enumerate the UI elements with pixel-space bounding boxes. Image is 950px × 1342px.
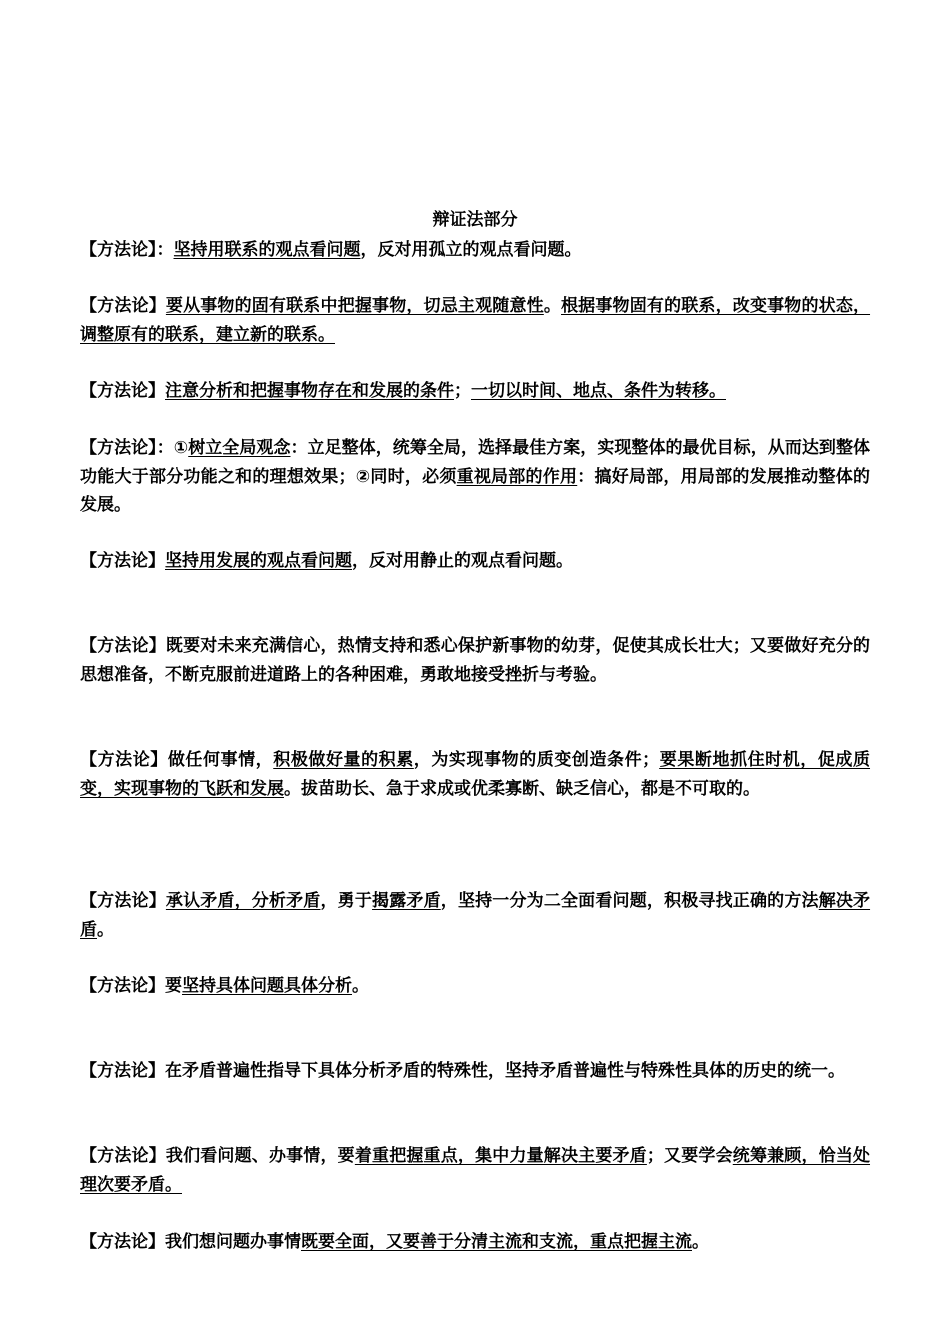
paragraph-text: 【方法论】: [80, 551, 165, 571]
methodology-paragraph: [80, 434, 870, 520]
paragraph-text: 。: [692, 1232, 709, 1252]
paragraph-text: 【方法论】：: [80, 240, 174, 260]
methodology-paragraph: [80, 746, 870, 803]
underlined-text: 积极做好量的积累: [273, 750, 414, 770]
methodology-paragraph: [80, 632, 870, 689]
underlined-text: 统筹兼顾，恰当处理次要矛盾。: [80, 1146, 871, 1195]
paragraph-text: 【方法论】: [80, 381, 165, 401]
paragraph-text: 。拔苗助长、急于求成或优柔寡断、缺乏信心，都是不可取的。: [284, 778, 760, 799]
paragraph-text: ，反对用静止的观点看问题。: [352, 551, 573, 571]
methodology-paragraph: [80, 1142, 870, 1199]
paragraph-text: 【方法论】在矛盾普遍性指导下具体分析矛盾的特殊性，坚持矛盾普遍性与特殊性具体的历史的统一。: [80, 1061, 845, 1081]
paragraph-text: ：立足整体，统筹全局，选择最佳方案，实现整体的最优目标，从而达到整体功能大于部分功能之和的理想效果；②同时，必须: [80, 438, 871, 487]
underlined-text: 坚持用联系的观点看问题: [173, 240, 361, 260]
underlined-text: 坚持具体问题具体分析: [182, 976, 352, 996]
paragraph-text: 【方法论】既要对未来充满信心，热情支持和悉心保护新事物的幼芽，促使其成长壮大；又要做好充分的思想准备，不断克服前进道路上的各种困难，勇敢地接受挫折与考验。: [80, 636, 870, 685]
paragraph-text: ；: [454, 381, 471, 401]
underlined-text: 要从事物的固有联系中把握事物，切忌主观随意性: [165, 296, 544, 316]
paragraph-text: ，为实现事物的质变创造条件；: [413, 750, 660, 770]
methodology-paragraph: [80, 547, 870, 576]
methodology-paragraph: [80, 377, 870, 406]
underlined-text: 一切以时间、地点、条件为转移。: [471, 381, 726, 401]
underlined-text: 揭露矛盾: [372, 891, 441, 911]
paragraph-text: 【方法论】: [80, 891, 166, 911]
methodology-paragraph: [80, 292, 870, 349]
underlined-text: 重视局部的作用: [456, 466, 578, 487]
methodology-paragraph: [80, 887, 870, 944]
paragraph-text: 【方法论】: [80, 296, 166, 316]
underlined-text: 承认矛盾，分析矛盾: [165, 891, 321, 911]
underlined-text: 既要全面，又要善于分清主流和支流，重点把握主流: [301, 1232, 692, 1252]
paragraph-text: ：搞好局部，用局部的发展推动整体的发展。: [80, 466, 871, 515]
paragraph-text: ；又要学会: [646, 1146, 733, 1166]
paragraph-text: 【方法论】：①: [80, 438, 189, 458]
paragraph-text: 【方法论】我们想问题办事情: [80, 1232, 301, 1252]
methodology-paragraph: [80, 1228, 870, 1257]
paragraph-text: 【方法论】要: [80, 976, 182, 996]
underlined-text: 树立全局观念: [188, 438, 291, 458]
methodology-paragraph: [80, 972, 870, 1001]
underlined-text: 坚持用发展的观点看问题: [165, 551, 352, 571]
underlined-text: 根据事物固有的联系，改变事物的状态，调整原有的联系，建立新的联系。: [80, 296, 871, 345]
paragraph-text: 。: [543, 296, 561, 316]
methodology-paragraph: [80, 1057, 870, 1086]
underlined-text: 注意分析和把握事物存在和发展的条件: [165, 381, 454, 401]
methodology-paragraph: [80, 236, 870, 265]
paragraph-text: 【方法论】做任何事情，: [80, 750, 274, 770]
underlined-text: 着重把握重点，集中力量解决主要矛盾: [354, 1146, 647, 1166]
paragraph-text: 【方法论】我们看问题、办事情，要: [80, 1146, 355, 1166]
paragraph-text: 。: [97, 919, 114, 940]
underlined-text: 解决矛盾: [80, 891, 871, 940]
paragraph-text: ，反对用孤立的观点看问题。: [360, 240, 582, 260]
paragraph-text: ，勇于: [320, 891, 373, 911]
paragraph-text: 。: [352, 976, 369, 996]
paragraph-text: ，坚持一分为二全面看问题，积极寻找正确的方法: [440, 891, 819, 911]
underlined-text: 要果断地抓住时机，促成质变，实现事物的飞跃和发展: [80, 750, 871, 799]
page-title: 辩证法部分: [432, 210, 518, 230]
